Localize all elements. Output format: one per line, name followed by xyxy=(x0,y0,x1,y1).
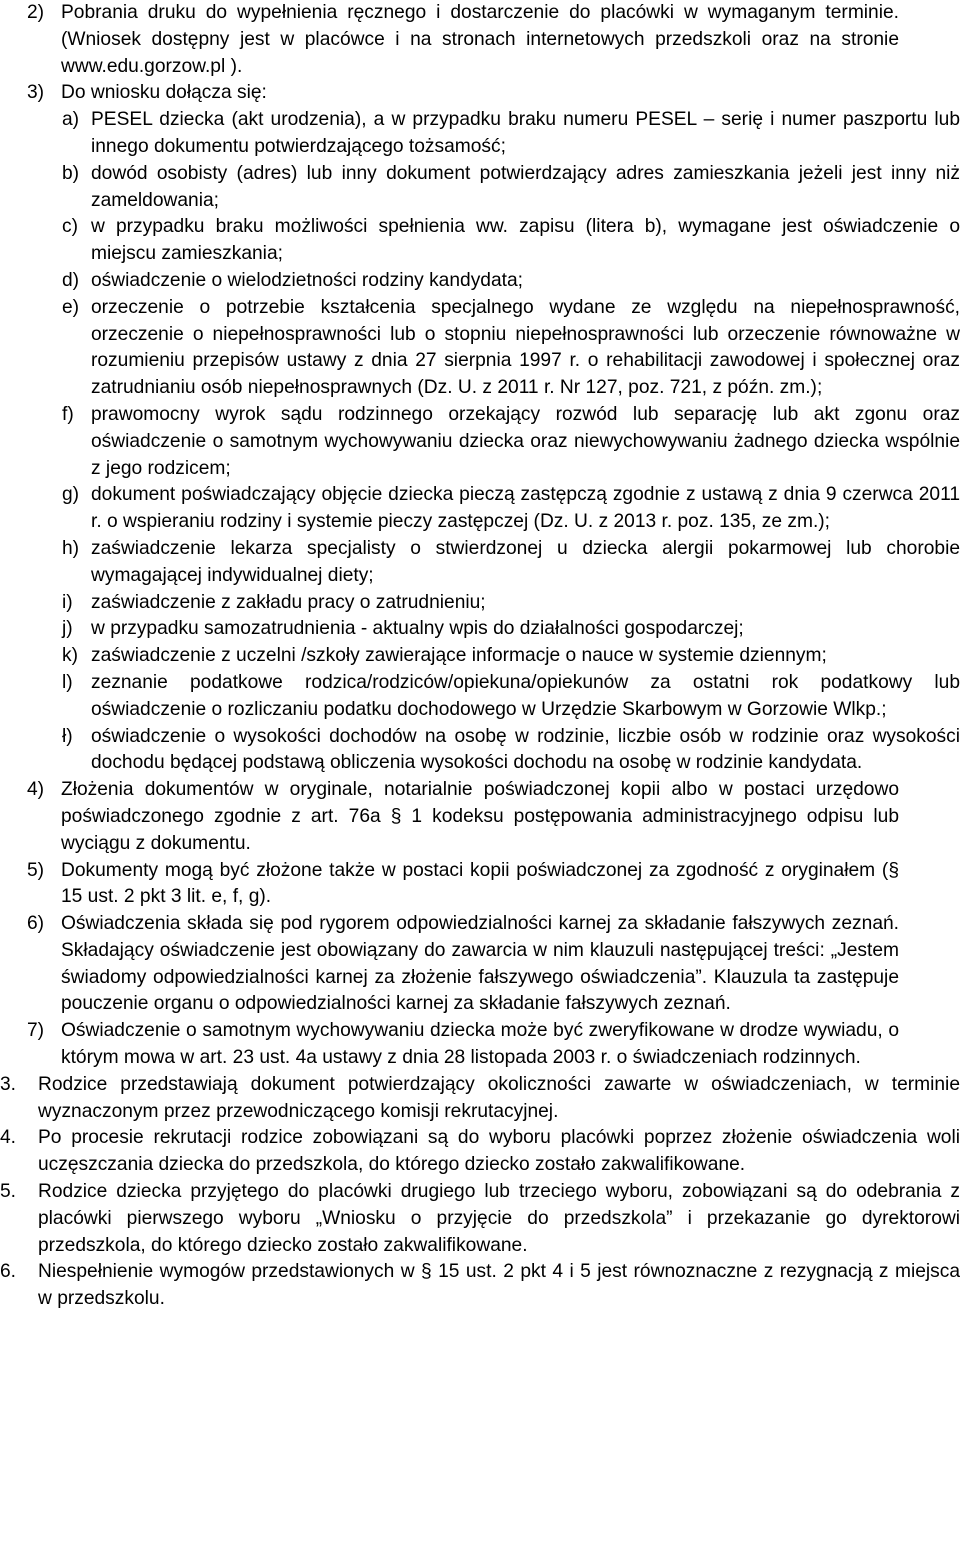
list-item-6 xyxy=(0,911,899,1018)
section-text: Rodzice dziecka przyjętego do placówki drugiego lub trzeciego wyboru, zobowiązani są do odebrania z placówki pierwszego wyboru „Wniosku o przyjęcie do przedszkola” i przekazanie go dyrektorowi przedszkola, do którego dziecko zostało zakwalifikowane. xyxy=(38,1181,960,1256)
item-label: ł) xyxy=(62,725,73,747)
section-text: Po procesie rekrutacji rodzice zobowiązani są do wyboru placówki poprzez złożenie oświadczenia woli uczęszczania dziecka do przedszkola, do którego dziecko zostało zakwalifikowane. xyxy=(38,1127,960,1176)
item-label: 4) xyxy=(27,779,45,801)
list-item-5 xyxy=(0,858,899,912)
section-text: Rodzice przedstawiają dokument potwierdzający okoliczności zawarte w oświadczeniach, w terminie wyznaczonym przez przewodniczącego komisji rekrutacyjnej. xyxy=(38,1073,960,1122)
item-text: Dokumenty mogą być złożone także w postaci kopii poświadczonej za zgodność z oryginałem (§ 15 ust. 2 pkt 3 lit. e, f, g). xyxy=(61,859,899,908)
item-text: zaświadczenie lekarza specjalisty o stwierdzonej u dziecka alergii pokarmowej lub chorobie wymagającej indywidualnej diety; xyxy=(91,537,960,586)
item-label: 3) xyxy=(27,82,45,104)
list-item-3e xyxy=(0,295,960,402)
section-3 xyxy=(0,1072,960,1126)
item-text: dowód osobisty (adres) lub inny dokument potwierdzający adres zamieszkania jeżeli jest inny niż zameldowania; xyxy=(91,162,960,211)
section-6 xyxy=(0,1259,960,1313)
section-4 xyxy=(0,1125,960,1179)
list-item-2 xyxy=(0,0,899,80)
section-label: 4. xyxy=(0,1127,17,1149)
item-text: dokument poświadczający objęcie dziecka pieczą zastępczą zgodnie z ustawą z dnia 9 czerwca 2011 r. o wspieraniu rodziny i systemie pieczy zastępczej (Dz. U. z 2013 r. poz. 135, ze zm.); xyxy=(91,484,960,533)
item-text: prawomocny wyrok sądu rodzinnego orzekający rozwód lub separację lub akt zgonu oraz oświadczenie o samotnym wychowywaniu dziecka oraz niewychowywaniu żadnego dziecka wspólnie z jego rodzicem; xyxy=(91,403,960,479)
item-text: zaświadczenie z uczelni /szkoły zawierające informacje o nauce w systemie dziennym; xyxy=(91,645,827,667)
item-label: c) xyxy=(62,216,78,238)
item-text: Pobrania druku do wypełnienia ręcznego i dostarczenie do placówki w wymaganym terminie. (Wniosek dostępny jest w placówce i na stronach internetowych przedszkoli oraz na stronie www.edu.gorzow.pl ). xyxy=(61,2,899,77)
section-text: Niespełnienie wymogów przedstawionych w § 15 ust. 2 pkt 4 i 5 jest równoznaczne z rezygnacją z miejsca w przedszkolu. xyxy=(38,1261,960,1310)
list-item-3h xyxy=(0,536,960,590)
item-text: w przypadku braku możliwości spełnienia ww. zapisu (litera b), wymagane jest oświadczenie o miejscu zamieszkania; xyxy=(91,216,960,265)
item-text: Do wniosku dołącza się: xyxy=(61,82,267,104)
item-text: Oświadczenie o samotnym wychowywaniu dziecka może być zweryfikowane w drodze wywiadu, o którym mowa w art. 23 ust. 4a ustawy z dnia 28 listopada 2003 r. o świadczeniach rodzinnych. xyxy=(61,1020,899,1069)
item-label: b) xyxy=(62,162,80,184)
item-label: 5) xyxy=(27,859,45,881)
item-label: e) xyxy=(62,296,80,318)
item-label: h) xyxy=(62,537,80,559)
item-label: a) xyxy=(62,109,80,131)
list-item-3k xyxy=(0,643,960,670)
item-label: g) xyxy=(62,484,80,506)
list-item-3i xyxy=(0,590,960,617)
item-label: l) xyxy=(62,671,73,693)
item-text: orzeczenie o potrzebie kształcenia specjalnego wydane ze względu na niepełnosprawność, orzeczenie o niepełnosprawności lub o stopniu niepełnosprawności lub orzeczenie równoważne w rozumieniu przepisów ustawy z dnia 27 sierpnia 1997 r. o rehabilitacji zawodowej i społecznej oraz zatrudnianiu osób niepełnosprawnych (Dz. U. z 2011 r. Nr 127, poz. 721, z późn. zm.); xyxy=(91,296,960,399)
item-label: d) xyxy=(62,269,80,291)
list-item-3a xyxy=(0,107,960,161)
item-label: k) xyxy=(62,645,78,667)
list-item-3g xyxy=(0,482,960,536)
list-item-3b xyxy=(0,161,960,215)
item-text: oświadczenie o wielodzietności rodziny kandydata; xyxy=(91,269,523,291)
item-text: oświadczenie o wysokości dochodów na osobę w rodzinie, liczbie osób w rodzinie oraz wysokości dochodu będącej podstawą obliczenia wysokości dochodu na osobę w rodzinie kandydata. xyxy=(91,725,960,774)
item-text: zeznanie podatkowe rodzica/rodziców/opiekuna/opiekunów za ostatni rok podatkowy lub oświadczenie o rozliczaniu podatku dochodowego w Urzędzie Skarbowym w Gorzowie Wlkp.; xyxy=(91,671,960,720)
item-text: zaświadczenie z zakładu pracy o zatrudnieniu; xyxy=(91,591,486,613)
item-label: 6) xyxy=(27,913,45,935)
list-item-3l-stroke xyxy=(0,724,960,778)
list-item-3l xyxy=(0,670,960,724)
item-label: 7) xyxy=(27,1020,45,1042)
list-item-3c xyxy=(0,214,960,268)
item-text: Oświadczenia składa się pod rygorem odpowiedzialności karnej za składanie fałszywych zeznań. Składający oświadczenie jest obowiązany do zawarcia w nim klauzuli następującej treści: „Jestem świadomy odpowiedzialności karnej za złożenie fałszywego oświadczenia”. Klauzula ta zastępuje pouczenie organu o odpowiedzialności karnej za składanie fałszywych zeznań. xyxy=(61,913,899,1015)
item-label: j) xyxy=(62,618,73,640)
list-item-7 xyxy=(0,1018,899,1072)
item-text: PESEL dziecka (akt urodzenia), a w przypadku braku numeru PESEL – serię i numer paszportu lub innego dokumentu potwierdzającego tożsamość; xyxy=(91,109,960,157)
item-text: Złożenia dokumentów w oryginale, notarialnie poświadczonej kopii albo w postaci urzędowo poświadczonego zgodnie z art. 76a § 1 kodeksu postępowania administracyjnego odpisu lub wyciągu z dokumentu. xyxy=(61,779,899,854)
section-label: 3. xyxy=(0,1073,17,1095)
item-text: w przypadku samozatrudnienia - aktualny wpis do działalności gospodarczej; xyxy=(91,618,744,640)
list-item-3 xyxy=(0,80,899,107)
item-label: i) xyxy=(62,591,73,613)
list-item-4 xyxy=(0,777,899,857)
section-label: 6. xyxy=(0,1261,17,1283)
section-label: 5. xyxy=(0,1181,17,1203)
list-item-3j xyxy=(0,616,960,643)
item-label: f) xyxy=(62,403,74,425)
list-item-3d xyxy=(0,268,960,295)
item-label: 2) xyxy=(27,2,45,23)
list-item-3f xyxy=(0,402,960,482)
section-5 xyxy=(0,1179,960,1259)
